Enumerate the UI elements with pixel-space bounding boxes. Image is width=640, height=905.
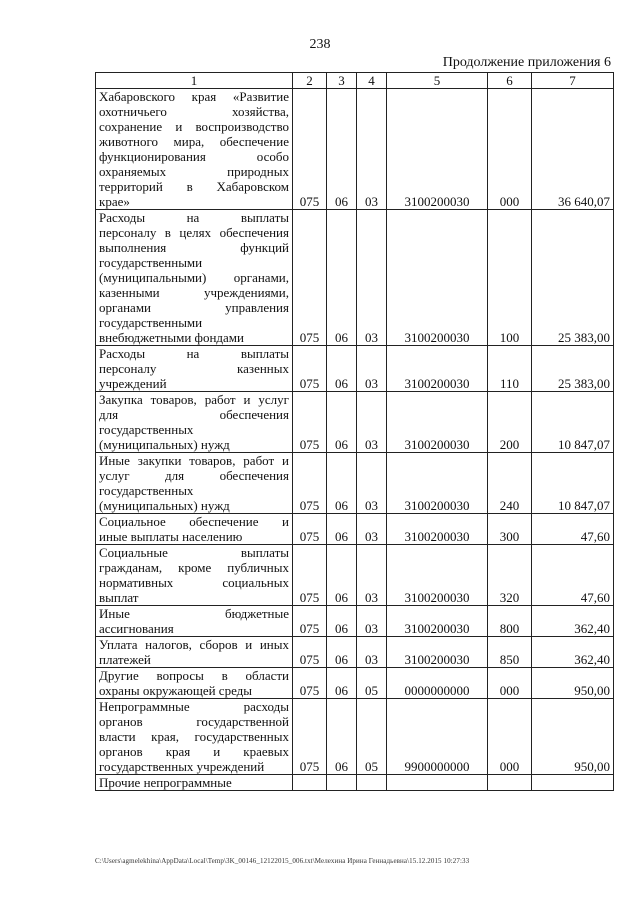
cell-target-article: 3100200030	[387, 392, 488, 453]
cell-target-article: 3100200030	[387, 89, 488, 210]
budget-table	[95, 72, 614, 791]
expense-name-line: учреждений	[99, 376, 167, 391]
expense-name-line: крае»	[99, 194, 130, 209]
cell-section: 06	[327, 453, 357, 514]
cell-amount: 10 847,07	[532, 453, 614, 514]
cell-section: 06	[327, 606, 357, 637]
cell-expense-type: 240	[488, 453, 532, 514]
table-row	[96, 775, 614, 791]
cell-subsection: 03	[357, 453, 387, 514]
table-row	[96, 210, 614, 346]
cell-expense-name	[96, 637, 293, 668]
expense-name-line: органами управления	[99, 300, 289, 315]
expense-name-line: Непрограммные расходы	[99, 699, 289, 714]
expense-name-line: Другие вопросы в области	[99, 668, 289, 683]
cell-amount: 362,40	[532, 606, 614, 637]
cell-section	[327, 775, 357, 791]
cell-amount: 25 383,00	[532, 210, 614, 346]
expense-name-line: животного мира, обеспечение	[99, 134, 289, 149]
cell-subsection: 03	[357, 210, 387, 346]
cell-admin-code: 075	[293, 392, 327, 453]
column-header: 2	[293, 73, 327, 89]
cell-expense-type	[488, 775, 532, 791]
cell-subsection: 05	[357, 699, 387, 775]
expense-name-line: для обеспечения	[99, 407, 289, 422]
table-row	[96, 89, 614, 210]
cell-amount: 36 640,07	[532, 89, 614, 210]
cell-target-article: 3100200030	[387, 346, 488, 392]
column-header: 1	[96, 73, 293, 89]
file-path-footer: C:\Users\agmelekhina\AppData\Local\Temp\3K_00146_12122015_006.txt\Мелехина Ирина Геннадьевна\15.12.2015 10:27:33	[95, 857, 470, 865]
cell-amount: 47,60	[532, 514, 614, 545]
cell-section: 06	[327, 699, 357, 775]
cell-target-article: 9900000000	[387, 699, 488, 775]
cell-expense-name	[96, 514, 293, 545]
cell-subsection: 03	[357, 606, 387, 637]
expense-name-line: Расходы на выплаты	[99, 210, 289, 225]
expense-name-line: выполнения функций	[99, 240, 289, 255]
expense-name-line: охраны окружающей среды	[99, 683, 253, 698]
cell-expense-name	[96, 453, 293, 514]
expense-name-line: (муниципальных) нужд	[99, 437, 230, 452]
cell-expense-type: 000	[488, 668, 532, 699]
cell-subsection: 03	[357, 89, 387, 210]
cell-section: 06	[327, 637, 357, 668]
cell-expense-type: 320	[488, 545, 532, 606]
expense-name-line: охотничьего хозяйства,	[99, 104, 289, 119]
cell-expense-name	[96, 668, 293, 699]
cell-amount: 25 383,00	[532, 346, 614, 392]
table-row	[96, 699, 614, 775]
cell-subsection: 03	[357, 346, 387, 392]
column-header: 6	[488, 73, 532, 89]
cell-section: 06	[327, 392, 357, 453]
expense-name-line: Иные бюджетные	[99, 606, 289, 621]
expense-name-line: внебюджетными фондами	[99, 330, 244, 345]
cell-admin-code: 075	[293, 545, 327, 606]
cell-expense-name	[96, 699, 293, 775]
cell-subsection: 03	[357, 392, 387, 453]
expense-name-line: ассигнования	[99, 621, 174, 636]
expense-name-line: власти края, государственных	[99, 729, 289, 744]
expense-name-line: государственных	[99, 422, 194, 437]
table-row	[96, 453, 614, 514]
cell-admin-code: 075	[293, 514, 327, 545]
cell-expense-name	[96, 545, 293, 606]
cell-subsection: 03	[357, 545, 387, 606]
expense-name-line: органов государственной	[99, 714, 289, 729]
cell-section: 06	[327, 346, 357, 392]
cell-admin-code: 075	[293, 89, 327, 210]
cell-admin-code: 075	[293, 606, 327, 637]
expense-name-line: казенными учреждениями,	[99, 285, 289, 300]
cell-amount: 47,60	[532, 545, 614, 606]
expense-name-line: Уплата налогов, сборов и иных	[99, 637, 289, 652]
expense-name-line: персоналу в целях обеспечения	[99, 225, 289, 240]
table-row	[96, 545, 614, 606]
table-row	[96, 637, 614, 668]
column-header: 4	[357, 73, 387, 89]
expense-name-line: органов края и краевых	[99, 744, 289, 759]
expense-name-line: гражданам, кроме публичных	[99, 560, 289, 575]
table-row	[96, 392, 614, 453]
cell-admin-code: 075	[293, 210, 327, 346]
cell-target-article	[387, 775, 488, 791]
cell-section: 06	[327, 545, 357, 606]
expense-name-line: иные выплаты населению	[99, 529, 243, 544]
cell-amount	[532, 775, 614, 791]
cell-expense-type: 000	[488, 699, 532, 775]
cell-expense-name	[96, 606, 293, 637]
cell-expense-type: 110	[488, 346, 532, 392]
cell-target-article: 3100200030	[387, 514, 488, 545]
cell-expense-type: 200	[488, 392, 532, 453]
cell-expense-type: 800	[488, 606, 532, 637]
cell-expense-type: 850	[488, 637, 532, 668]
expense-name-line: платежей	[99, 652, 151, 667]
expense-name-line: территорий в Хабаровском	[99, 179, 289, 194]
cell-subsection	[357, 775, 387, 791]
expense-name-line: (муниципальных) нужд	[99, 498, 230, 513]
expense-name-line: Хабаровского края «Развитие	[99, 89, 289, 104]
column-header: 7	[532, 73, 614, 89]
expense-name-line: Социальное обеспечение и	[99, 514, 289, 529]
cell-amount: 362,40	[532, 637, 614, 668]
table-row	[96, 514, 614, 545]
expense-name-line: государственных учреждений	[99, 759, 265, 774]
column-header: 5	[387, 73, 488, 89]
cell-admin-code: 075	[293, 668, 327, 699]
cell-expense-name	[96, 392, 293, 453]
expense-name-line: нормативных социальных	[99, 575, 289, 590]
expense-name-line: персоналу казенных	[99, 361, 289, 376]
expense-name-line: охраняемых природных	[99, 164, 289, 179]
cell-subsection: 03	[357, 637, 387, 668]
appendix-continuation-label: Продолжение приложения 6	[442, 55, 611, 70]
table-row	[96, 606, 614, 637]
cell-expense-name	[96, 346, 293, 392]
cell-section: 06	[327, 210, 357, 346]
cell-admin-code: 075	[293, 453, 327, 514]
cell-amount: 950,00	[532, 668, 614, 699]
cell-target-article: 3100200030	[387, 453, 488, 514]
expense-name-line: Иные закупки товаров, работ и	[99, 453, 289, 468]
cell-expense-name	[96, 210, 293, 346]
cell-admin-code: 075	[293, 346, 327, 392]
table-row	[96, 668, 614, 699]
cell-admin-code: 075	[293, 637, 327, 668]
expense-name-line: Закупка товаров, работ и услуг	[99, 392, 289, 407]
cell-expense-type: 100	[488, 210, 532, 346]
cell-expense-name	[96, 775, 293, 791]
expense-name-line: государственными	[99, 255, 203, 270]
expense-name-line: государственными	[99, 315, 203, 330]
cell-target-article: 3100200030	[387, 637, 488, 668]
expense-name-line: Расходы на выплаты	[99, 346, 289, 361]
page-number: 238	[309, 37, 331, 52]
expense-name-line: выплат	[99, 590, 139, 605]
cell-subsection: 05	[357, 668, 387, 699]
expense-name-line: Прочие непрограммные	[99, 775, 232, 790]
cell-target-article: 3100200030	[387, 210, 488, 346]
expense-name-line: (муниципальными) органами,	[99, 270, 289, 285]
expense-name-line: Социальные выплаты	[99, 545, 289, 560]
cell-target-article: 3100200030	[387, 606, 488, 637]
cell-amount: 10 847,07	[532, 392, 614, 453]
cell-admin-code: 075	[293, 699, 327, 775]
expense-name-line: функционирования особо	[99, 149, 289, 164]
cell-expense-name	[96, 89, 293, 210]
cell-expense-type: 000	[488, 89, 532, 210]
column-header: 3	[327, 73, 357, 89]
expense-name-line: государственных	[99, 483, 194, 498]
cell-section: 06	[327, 668, 357, 699]
cell-amount: 950,00	[532, 699, 614, 775]
table-header-row	[96, 73, 614, 89]
cell-section: 06	[327, 89, 357, 210]
expense-name-line: услуг для обеспечения	[99, 468, 289, 483]
cell-subsection: 03	[357, 514, 387, 545]
cell-target-article: 3100200030	[387, 545, 488, 606]
table-row	[96, 346, 614, 392]
cell-section: 06	[327, 514, 357, 545]
expense-name-line: сохранение и воспроизводство	[99, 119, 289, 134]
cell-expense-type: 300	[488, 514, 532, 545]
cell-target-article: 0000000000	[387, 668, 488, 699]
cell-admin-code	[293, 775, 327, 791]
